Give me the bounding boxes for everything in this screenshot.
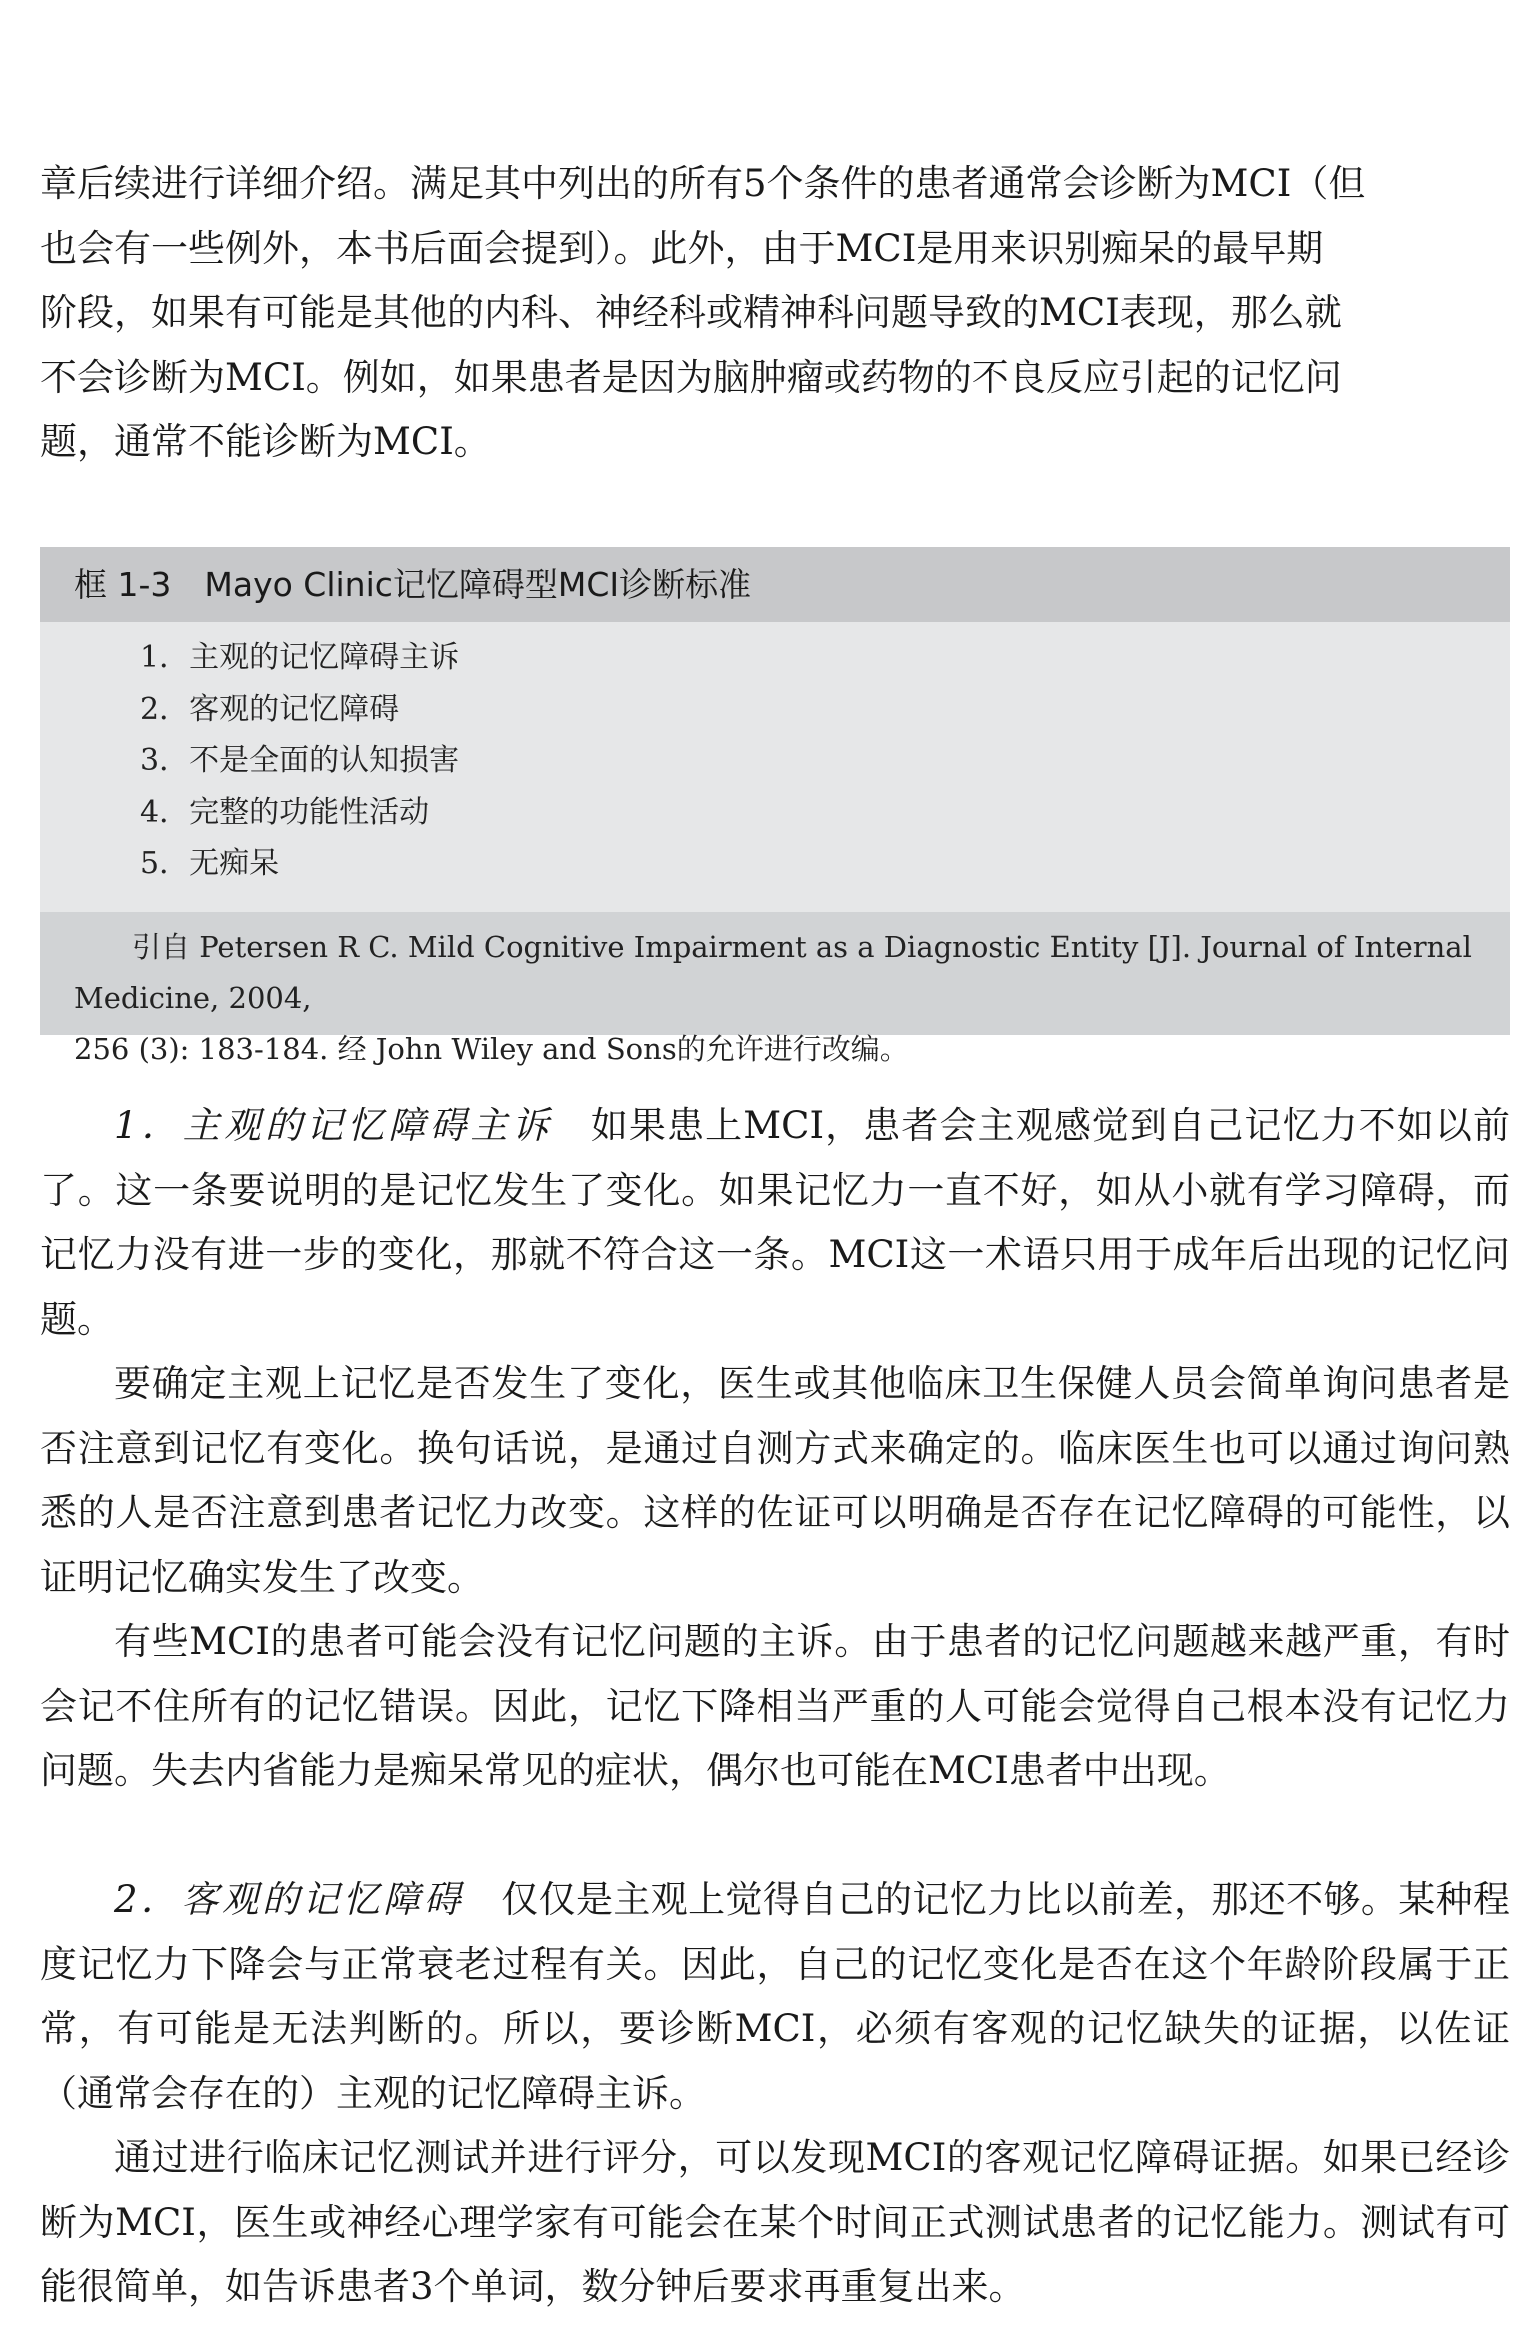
intro-line: 阶段，如果有可能是其他的内科、神经科或精神科问题导致的MCI表现，那么就 <box>40 291 1342 334</box>
section-1-text: 如果患上MCI，患者会主观感觉到自己记忆力不如以前了。这一条要说明的是记忆发生了变化。如果记忆力一直不好，如从小就有学习障碍，而记忆力没有进一步的变化，那就不符合这一条。MCI这一术语只用于成年后出现的记忆问题。 <box>40 1104 1510 1341</box>
source-line: 256 (3): 183-184. 经 John Wiley and Sons的允许进行改编。 <box>74 1032 909 1066</box>
criteria-item: 5．无痴呆 <box>140 846 280 881</box>
intro-line: 题，通常不能诊断为MCI。 <box>40 420 491 463</box>
paragraph-5: 通过进行临床记忆测试并进行评分，可以发现MCI的客观记忆障碍证据。如果已经诊断为MCI，医生或神经心理学家有可能会在某个时间正式测试患者的记忆能力。测试有可能很简单，如告诉患者3个单词，数分钟后要求再重复出来。 <box>40 2136 1510 2308</box>
criteria-item: 2．客观的记忆障碍 <box>140 691 400 727</box>
criteria-box <box>40 547 1510 1066</box>
intro-line: 章后续进行详细介绍。满足其中列出的所有5个条件的患者通常会诊断为MCI（但 <box>40 162 1366 205</box>
source-line: 引自 Petersen R C. Mild Cognitive Impairment as a Diagnostic Entity [J]. Journal of Internal Medicine, 2004, <box>74 930 1472 1015</box>
box-body <box>40 622 1510 912</box>
box-source-citation <box>40 912 1510 1066</box>
section-1-heading: 1．主观的记忆障碍主诉 <box>114 1104 553 1147</box>
section-2-paragraph <box>40 1868 1510 2126</box>
paragraph-2: 要确定主观上记忆是否发生了变化，医生或其他临床卫生保健人员会简单询问患者是否注意到记忆有变化。换句话说，是通过自测方式来确定的。临床医生也可以通过询问熟悉的人是否注意到患者记忆力改变。这样的佐证可以明确是否存在记忆障碍的可能性，以证明记忆确实发生了改变。 <box>40 1362 1510 1599</box>
intro-paragraph <box>40 152 1510 475</box>
intro-line: 不会诊断为MCI。例如，如果患者是因为脑肿瘤或药物的不良反应引起的记忆问 <box>40 355 1342 399</box>
criteria-item: 4．完整的功能性活动 <box>140 794 430 830</box>
criteria-item: 1．主观的记忆障碍主诉 <box>140 640 460 675</box>
paragraph-3: 有些MCI的患者可能会没有记忆问题的主诉。由于患者的记忆问题越来越严重，有时会记不住所有的记忆错误。因此，记忆下降相当严重的人可能会觉得自己根本没有记忆力问题。失去内省能力是痴呆常见的症状，偶尔也可能在MCI患者中出现。 <box>40 1620 1510 1792</box>
section-2-heading: 2．客观的记忆障碍 <box>114 1878 464 1921</box>
criteria-list <box>140 632 459 890</box>
section-1-paragraph <box>40 1094 1510 1352</box>
section-2-text: 仅仅是主观上觉得自己的记忆力比以前差，那还不够。某种程度记忆力下降会与正常衰老过程有关。因此，自己的记忆变化是否在这个年龄阶段属于正常，有可能是无法判断的。所以，要诊断MCI，必须有客观的记忆缺失的证据，以佐证（通常会存在的）主观的记忆障碍主诉。 <box>40 1878 1510 2115</box>
intro-line: 也会有一些例外，本书后面会提到）。此外，由于MCI是用来识别痴呆的最早期 <box>40 226 1324 270</box>
box-title: 框 1-3 Mayo Clinic记忆障碍型MCI诊断标准 <box>40 547 1510 622</box>
criteria-item: 3．不是全面的认知损害 <box>140 743 460 778</box>
